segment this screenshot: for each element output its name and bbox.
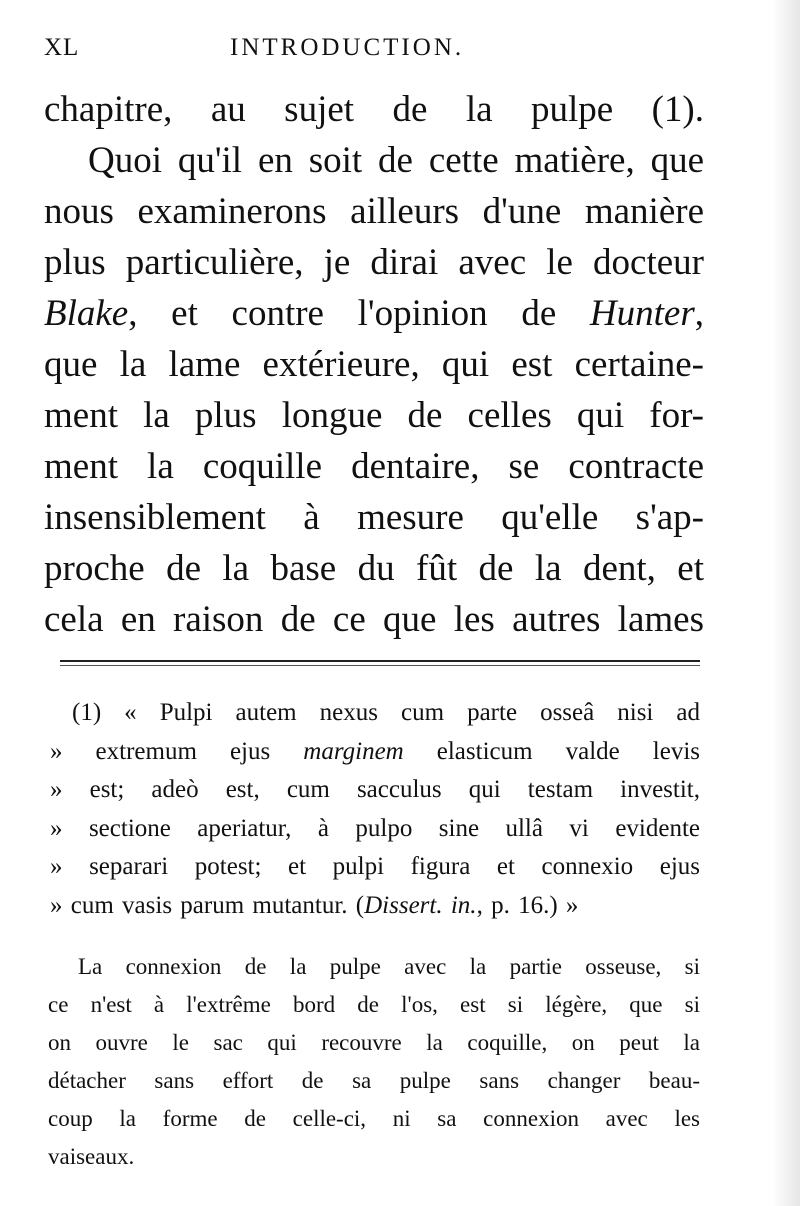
footnote-line: » sectione aperiatur, à pulpo sine ullâ vi evidente xyxy=(50,814,700,842)
main-text-line: plus particulière, je dirai avec le docteur xyxy=(44,242,704,283)
running-head xyxy=(40,28,700,68)
main-text-line: Blake, et contre l'opinion de Hunter, xyxy=(44,293,704,334)
footnote-translation xyxy=(48,948,700,1176)
translation-line: ce n'est à l'extrême bord de l'os, est si légère, que si xyxy=(48,992,700,1017)
translation-line: détacher sans effort de sa pulpe sans changer beau- xyxy=(48,1068,700,1093)
main-text-line: proche de la base du fût de la dent, et xyxy=(44,548,704,589)
running-title: INTRODUCTION. xyxy=(230,34,465,61)
main-text-line: que la lame extérieure, qui est certaine- xyxy=(44,344,704,385)
page-number: XL xyxy=(44,34,80,61)
main-text-line: nous examinerons ailleurs d'une manière xyxy=(44,191,704,232)
footnote-separator-rule-thin xyxy=(60,665,700,666)
page-edge-shadow xyxy=(772,0,800,1206)
footnote-line: » cum vasis parum mutantur. (Dissert. in., p. 16.) » xyxy=(50,891,579,919)
main-text xyxy=(44,84,704,645)
footnote-line: (1) « Pulpi autem nexus cum parte osseâ nisi ad xyxy=(72,699,700,726)
footnote-line: » separari potest; et pulpi figura et connexio ejus xyxy=(50,853,700,880)
main-text-line: Quoi qu'il en soit de cette matière, que xyxy=(88,140,704,181)
translation-line: coup la forme de celle-ci, ni sa connexion avec les xyxy=(48,1106,700,1131)
translation-line: on ouvre le sac qui recouvre la coquille, on peut la xyxy=(48,1030,700,1055)
footnote-line: » extremum ejus marginem elasticum valde levis xyxy=(50,737,700,765)
main-text-line: insensiblement à mesure qu'elle s'ap- xyxy=(44,497,704,538)
main-text-line: chapitre, au sujet de la pulpe (1). xyxy=(44,89,704,130)
footnote xyxy=(50,694,700,925)
translation-line: vaiseaux. xyxy=(48,1144,135,1169)
footnote-separator-rule xyxy=(60,660,700,662)
footnote-line: » est; adeò est, cum sacculus qui testam investit, xyxy=(50,776,700,803)
main-text-line: cela en raison de ce que les autres lames xyxy=(44,599,704,640)
main-text-line: ment la coquille dentaire, se contracte xyxy=(44,446,704,487)
main-text-line: ment la plus longue de celles qui for- xyxy=(44,395,704,436)
translation-line: La connexion de la pulpe avec la partie osseuse, si xyxy=(78,954,700,979)
